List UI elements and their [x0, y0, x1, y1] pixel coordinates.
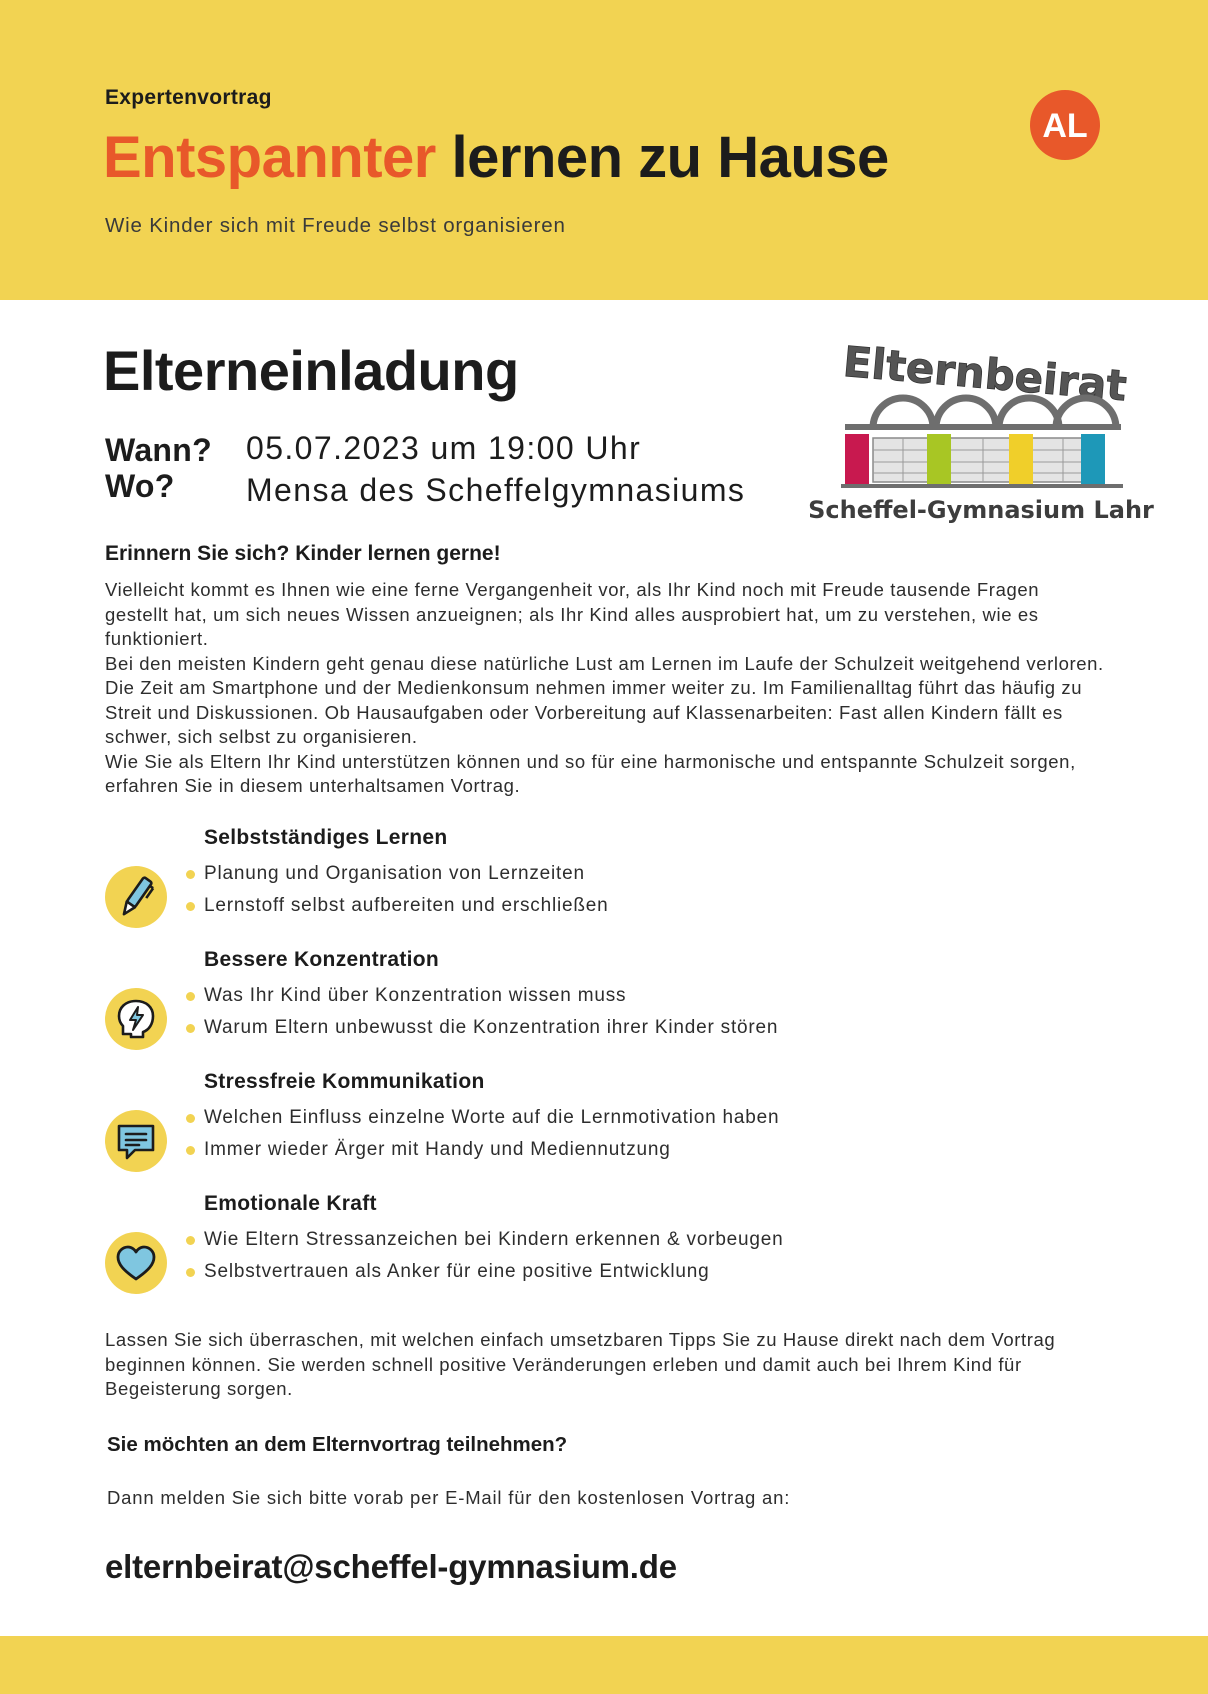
footer-band: [0, 1636, 1208, 1694]
topic-block: [105, 826, 1005, 936]
list-item: Warum Eltern unbewusst die Konzentration ihrer Kinder stören: [182, 1016, 778, 1048]
brand-logo: [1030, 90, 1100, 160]
where-value: Mensa des Scheffelgymnasiums: [246, 472, 746, 508]
outro-text: Lassen Sie sich überraschen, mit welchen einfach umsetzbaren Tipps Sie zu Hause direkt nach dem Vortrag beginnen können. Sie werden schnell positive Veränderungen erleben und damit auch bei Ihrem Kind für Begeisterung sorgen.: [105, 1329, 1056, 1399]
signup-text: Dann melden Sie sich bitte vorab per E-Mail für den kostenlosen Vortrag an:: [107, 1487, 791, 1508]
intro-paragraph: Bei den meisten Kindern geht genau diese natürliche Lust am Lernen im Laufe der Schulzeit weitgehend verloren. Die Zeit am Smartphone und der Medienkonsum nehmen immer weiter zu. Im Familienalltag führt das häufig zu Streit und Diskussionen. Ob Hausaufgaben oder Vorbereitung auf Klassenarbeiten: Fast allen Kindern fällt es schwer, sich selbst zu organisieren.: [105, 652, 1104, 747]
brand-logo-text: AL: [1042, 107, 1088, 145]
title-rest: lernen zu Hause: [451, 125, 889, 190]
topic-block: [105, 1070, 1005, 1180]
list-item: Immer wieder Ärger mit Handy und Mediennutzung: [182, 1138, 779, 1170]
topic-list: [182, 1228, 784, 1292]
section-title: Elterneinladung: [103, 339, 519, 402]
list-item: Lernstoff selbst aufbereiten und erschließen: [182, 894, 609, 926]
topic-title: Selbstständiges Lernen: [204, 826, 448, 849]
list-item: Welchen Einfluss einzelne Worte auf die Lernmotivation haben: [182, 1106, 779, 1138]
intro-heading: Erinnern Sie sich? Kinder lernen gerne!: [105, 542, 501, 565]
topic-title: Emotionale Kraft: [204, 1192, 377, 1215]
kicker: Expertenvortrag: [105, 86, 272, 109]
topic-list: [182, 862, 609, 926]
list-item: Was Ihr Kind über Konzentration wissen muss: [182, 984, 778, 1016]
pillar-green: [927, 434, 951, 484]
subtitle: Wie Kinder sich mit Freude selbst organisieren: [105, 214, 566, 237]
school-logo: [808, 332, 1154, 532]
title-accent: Entspannter: [103, 125, 436, 190]
intro-paragraph: Vielleicht kommt es Ihnen wie eine ferne Vergangenheit vor, als Ihr Kind noch mit Freude tausende Fragen gestellt hat, um sich neues Wissen anzueignen; als Ihr Kind alles ausprobiert hat, um zu verstehen, wie es funktioniert.: [105, 579, 1040, 649]
intro-paragraph: Wie Sie als Eltern Ihr Kind unterstützen können und so für eine harmonische und entspannte Schulzeit sorgen, erfahren Sie in diesem unterhaltsamen Vortrag.: [105, 750, 1076, 796]
topic-title: Stressfreie Kommunikation: [204, 1070, 485, 1093]
signup-question: Sie möchten an dem Elternvortrag teilnehmen?: [107, 1433, 568, 1456]
pen-icon: [105, 866, 167, 928]
intro-body: [105, 578, 1105, 799]
when-label: Wann?: [105, 432, 212, 468]
list-item: Wie Eltern Stressanzeichen bei Kindern erkennen & vorbeugen: [182, 1228, 784, 1260]
page-title: [103, 124, 889, 191]
school-logo-bottom-text: Scheffel-Gymnasium Lahr: [808, 496, 1154, 524]
al-logo-icon: [1030, 90, 1100, 160]
topic-block: [105, 948, 1005, 1058]
heart-icon: [105, 1232, 167, 1294]
school-building-icon: [808, 332, 1154, 532]
topic-list: [182, 984, 778, 1048]
email-link[interactable]: elternbeirat@scheffel-gymnasium.de: [105, 1548, 677, 1585]
pillar-magenta: [845, 434, 869, 484]
where-label: Wo?: [105, 468, 175, 504]
pillar-blue: [1081, 434, 1105, 484]
list-item: Planung und Organisation von Lernzeiten: [182, 862, 609, 894]
pillar-yellow: [1009, 434, 1033, 484]
chat-bubble-icon: [105, 1110, 167, 1172]
topic-title: Bessere Konzentration: [204, 948, 440, 971]
when-value: 05.07.2023 um 19:00 Uhr: [246, 430, 642, 466]
list-item: Selbstvertrauen als Anker für eine positive Entwicklung: [182, 1260, 784, 1292]
brain-lightning-icon: [105, 988, 167, 1050]
topic-list: [182, 1106, 779, 1170]
topic-block: [105, 1192, 1005, 1302]
school-logo-top-text: Elternbeirat: [841, 336, 1129, 411]
